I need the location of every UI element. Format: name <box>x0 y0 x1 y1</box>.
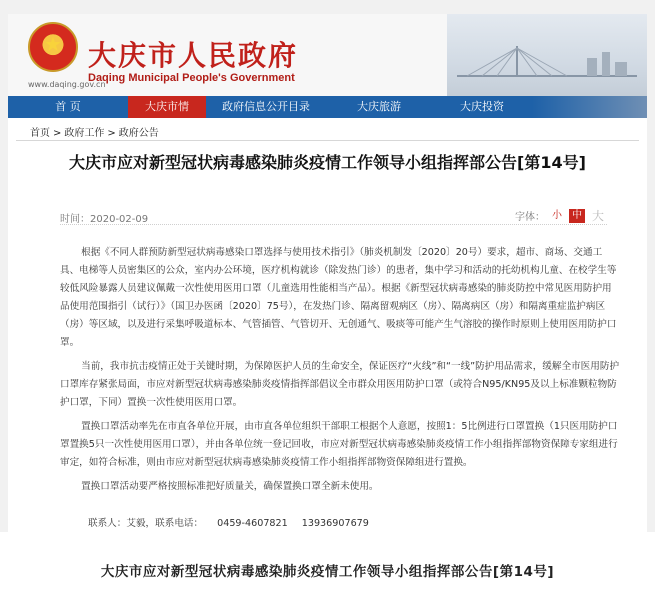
contact-label: 联系人：艾毅，联系电话： <box>88 518 204 529</box>
nav-item-home[interactable]: 首 页 <box>55 100 81 113</box>
breadcrumb-home[interactable]: 首页 <box>30 128 50 139</box>
breadcrumb-separator: > <box>107 128 116 139</box>
article-panel <box>8 118 647 532</box>
article-paragraph: 根据《不同人群预防新型冠状病毒感染口罩选择与使用技术指引》（肺炎机制发〔2020〕20号）要求，超市、商场、交通工具、电梯等人员密集区的公众，室内办公环境，医疗机构就诊（除发热门诊）的患者，集中学习和活动的托幼机构儿童、在校学生等较低风险暴露人员建议佩戴一次性使用医用口罩（儿童选用性能相当产品）。根据《新型冠状病毒感染的肺炎防控中常见医用防护用品使用范围指引（试行）》（国卫办医函〔2020〕75号），在发热门诊、隔离留观病区（房）、隔离病区（房）和隔离重症监护病区（房）等区域，以及进行采集呼吸道标本、气管插管、气管切开、无创通气、吸痰等可能产生气溶胶的操作时原则上使用医用防护口罩。 <box>60 247 617 348</box>
nav-decoration <box>532 96 647 118</box>
breadcrumb-announcements[interactable]: 政府公告 <box>118 128 159 139</box>
article-paragraph: 置换口罩活动要严格按照标准把好质量关，确保置换口罩全新未使用。 <box>81 481 379 492</box>
site-header <box>8 14 647 96</box>
site-title[interactable]: 大庆市人民政府 <box>88 39 299 72</box>
breadcrumb-separator: > <box>53 128 62 139</box>
breadcrumb-gov-work[interactable]: 政府工作 <box>64 128 105 139</box>
nav-item-city-info[interactable]: 大庆市情 <box>128 96 206 118</box>
site-url: www.daqing.gov.cn <box>28 80 106 89</box>
contact-mobile: 13936907679 <box>301 518 369 529</box>
breadcrumb <box>30 124 159 139</box>
font-size-medium-button[interactable]: 中 <box>569 209 585 223</box>
bridge-illustration <box>457 44 637 84</box>
site-subtitle: Daqing Municipal People's Government <box>88 72 295 84</box>
article-body <box>60 244 620 496</box>
font-size-label: 字体： <box>514 212 545 223</box>
nav-item-tourism[interactable]: 大庆旅游 <box>357 100 401 113</box>
font-size-small-button[interactable]: 小 <box>551 209 562 221</box>
contact-phone: 0459-4607821 <box>217 518 288 529</box>
national-emblem-icon[interactable] <box>28 22 78 72</box>
contact-line <box>88 515 369 529</box>
image-caption: 大庆市应对新型冠状病毒感染肺炎疫情工作领导小组指挥部公告[第14号] <box>100 564 555 580</box>
main-nav <box>8 96 647 118</box>
emblem-star: ★ <box>44 32 62 56</box>
nav-item-gov-info[interactable]: 政府信息公开目录 <box>222 100 310 113</box>
divider <box>60 224 607 225</box>
publish-time: 时间：2020-02-09 <box>60 214 149 225</box>
article-paragraph: 置换口罩活动率先在市直各单位开展，由市直各单位组织干部职工根据个人意愿，按照1：5比例进行口罩置换（1只医用防护口罩置换5只一次性使用医用口罩），并由各单位统一登记回收，市应对新型冠状病毒感染肺炎疫情工作小组指挥部物资保障专家组进行审定，如符合标准，则由市应对新型冠状病毒感染肺炎疫情工作小组指挥部物资保障组进行置换。 <box>60 421 618 468</box>
article-title: 大庆市应对新型冠状病毒感染肺炎疫情工作领导小组指挥部公告[第14号] <box>69 153 586 172</box>
divider <box>16 140 639 141</box>
font-size-switcher <box>515 208 607 223</box>
nav-item-investment[interactable]: 大庆投资 <box>460 100 504 113</box>
font-size-large-button[interactable]: 大 <box>591 208 604 223</box>
article-paragraph: 当前，我市抗击疫情正处于关键时期，为保障医护人员的生命安全，保证医疗“火线”和“一线”防护用品需求，缓解全市医用防护口罩库存紧张局面，市应对新型冠状病毒感染肺炎疫情指挥部倡议全市群众用医用防护口罩（或符合N95/KN95及以上标准颗粒物防护口罩，下同）置换一次性使用医用口罩。 <box>60 361 620 408</box>
